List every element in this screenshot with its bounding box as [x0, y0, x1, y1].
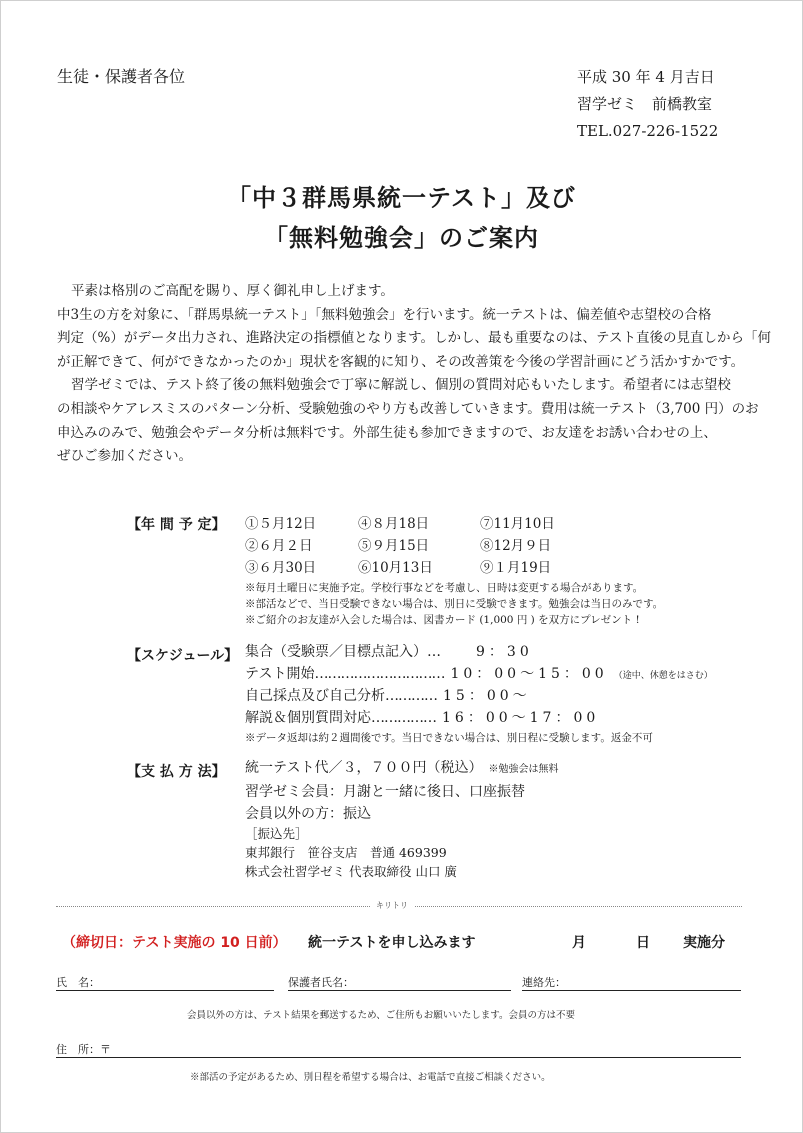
intro-line: の相談やケアレスミスのパターン分析、受験勉強のやり方も改善していきます。費用は統一テスト（3,700 円）のお — [57, 400, 759, 417]
student-name-input[interactable] — [104, 977, 235, 989]
timeline-label: 解説＆個別質問対応 — [245, 710, 371, 726]
address-note: 会員以外の方は、テスト結果を郵送するため、ご住所もお願いいたします。会員の方は不要 — [187, 1010, 575, 1021]
timeline-row — [245, 707, 713, 729]
schedule-date: ⑧12月９日 — [480, 538, 552, 554]
payment-fee-note: ※勉強会は無料 — [488, 764, 559, 775]
day-schedule-label: 【スケジュール】 — [127, 648, 239, 664]
schedule-date: ⑨１月19日 — [480, 560, 552, 576]
schedule-date: ①５月12日 — [245, 516, 317, 532]
timeline-label: 集合（受験票／目標点記入） — [245, 644, 427, 660]
bottom-note: ※部活の予定があるため、別日程を希望する場合は、お電話で直接ご相談ください。 — [190, 1072, 551, 1083]
account-title: ［振込先］ — [245, 826, 308, 841]
intro-line: 中3生の方を対象に、「群馬県統一テスト」「無料勉強会」を行います。統一テストは、偏差値や志望校の合格 — [57, 306, 712, 323]
timeline-time: 9：30 — [458, 644, 533, 660]
address-label: 住 所：〒 — [56, 1043, 111, 1056]
schedule-date: ⑤９月15日 — [358, 538, 430, 554]
schedule-row — [245, 557, 590, 579]
timeline-leader: ………… — [385, 688, 437, 704]
address-input[interactable] — [115, 1044, 663, 1056]
title-line-1: 「中３群馬県統一テスト」及び — [226, 184, 577, 212]
timeline-time: 15：00～ — [443, 688, 531, 704]
schedule-date: ⑦11月10日 — [480, 516, 555, 532]
contact-field[interactable] — [522, 974, 741, 991]
title-line-2: 「無料勉強会」のご案内 — [264, 224, 539, 252]
schedule-date: ③６月30日 — [245, 560, 317, 576]
timeline-time: 16：00～17：00 — [442, 710, 600, 726]
bank-account — [245, 824, 457, 881]
annual-note: ※部活などで、当日受験できない場合は、別日に受験できます。勉強会は当日のみです。 — [245, 598, 664, 610]
timeline-time: 10：00～15：00 — [450, 666, 608, 682]
intro-line: 平素は格別のご高配を賜り、厚く御礼申し上げます。 — [71, 283, 394, 299]
day-schedule — [245, 641, 713, 746]
guardian-name-input[interactable] — [358, 977, 492, 989]
schedule-footnote: ※データ返却は約２週間後です。当日できない場合は、別日程に受験します。返金不可 — [245, 732, 653, 744]
schedule-date: ②６月２日 — [245, 538, 313, 554]
month-label: 月 — [572, 935, 586, 951]
timeline-leader: ………………………… — [314, 666, 445, 682]
timeline-label: 自己採点及び自己分析 — [245, 688, 385, 704]
guardian-name-field[interactable] — [288, 974, 511, 991]
deadline-text: （締切日：テスト実施の 10 日前） — [62, 935, 287, 951]
issue-date: 平成 30 年 4 月吉日 — [577, 68, 715, 86]
annual-schedule-grid — [245, 513, 590, 579]
guardian-name-label: 保護者氏名： — [288, 976, 354, 989]
contact-input[interactable] — [570, 977, 701, 989]
timeline-leader: …………… — [371, 710, 436, 726]
cut-label: キリトリ — [370, 900, 414, 911]
payment-block — [245, 757, 558, 825]
annual-note: ※毎月土曜日に実施予定。学校行事などを考慮し、日時は変更する場合があります。 — [245, 582, 644, 594]
payment-fee-row — [245, 757, 558, 781]
telephone: TEL.027-226-1522 — [577, 122, 719, 140]
payment-member: 習学ゼミ会員：月謝と一緒に後日、口座振替 — [245, 784, 525, 800]
timeline-row — [245, 685, 713, 707]
session-label: 実施分 — [683, 935, 725, 951]
timeline-row — [245, 641, 713, 663]
student-name-field[interactable] — [56, 974, 274, 991]
schedule-row — [245, 513, 590, 535]
sender-block — [577, 64, 718, 145]
bank-info: 東邦銀行 笹谷支店 普通 469399 — [245, 845, 447, 860]
timeline-note: （途中、休憩をはさむ） — [613, 671, 713, 681]
contact-label: 連絡先： — [522, 976, 566, 989]
schedule-date: ④８月18日 — [358, 516, 430, 532]
intro-line: 判定（%）がデータ出力され、進路決定の指標値となります。しかし、最も重要なのは、テスト直後の見直しから「何 — [57, 330, 772, 347]
day-label: 日 — [636, 935, 650, 951]
school-name: 習学ゼミ 前橋教室 — [577, 95, 713, 113]
addressee: 生徒・保護者各位 — [57, 67, 186, 86]
annual-schedule-label: 【年 間 予 定】 — [127, 517, 226, 533]
annual-notes — [245, 580, 663, 628]
intro-line: が正解できて、何ができなかったのか」現状を客観的に知り、その改善策を今後の学習計画にどう活かすかです。 — [57, 353, 745, 370]
payment-nonmember: 会員以外の方：振込 — [245, 806, 371, 822]
address-field[interactable] — [56, 1041, 741, 1058]
timeline-label: テスト開始 — [245, 666, 315, 682]
payment-label: 【支 払 方 法】 — [127, 764, 226, 780]
timeline-row — [245, 663, 713, 685]
schedule-date: ⑥10月13日 — [358, 560, 433, 576]
intro-line: 申込みのみで、勉強会やデータ分析は無料です。外部生徒も参加できますので、お友達をお誘い合わせの上、 — [57, 424, 717, 441]
apply-text: 統一テストを申し込みます — [308, 935, 476, 951]
timeline-leader: … — [427, 644, 440, 660]
schedule-row — [245, 535, 590, 557]
account-holder: 株式会社習学ゼミ 代表取締役 山口 廣 — [245, 864, 457, 879]
annual-note: ※ご紹介のお友達が入会した場合は、図書カード (1,000 円 ) を双方にプレゼント ! — [245, 614, 640, 626]
payment-fee: 統一テスト代／３，７００円（税込） — [245, 760, 483, 776]
intro-text — [57, 280, 772, 469]
student-name-label: 氏 名： — [56, 976, 100, 989]
intro-line: ぜひご参加ください。 — [57, 448, 192, 465]
intro-line: 習学ゼミでは、テスト終了後の無料勉強会で丁寧に解説し、個別の質問対応もいたします。希望者には志望校 — [71, 377, 731, 394]
